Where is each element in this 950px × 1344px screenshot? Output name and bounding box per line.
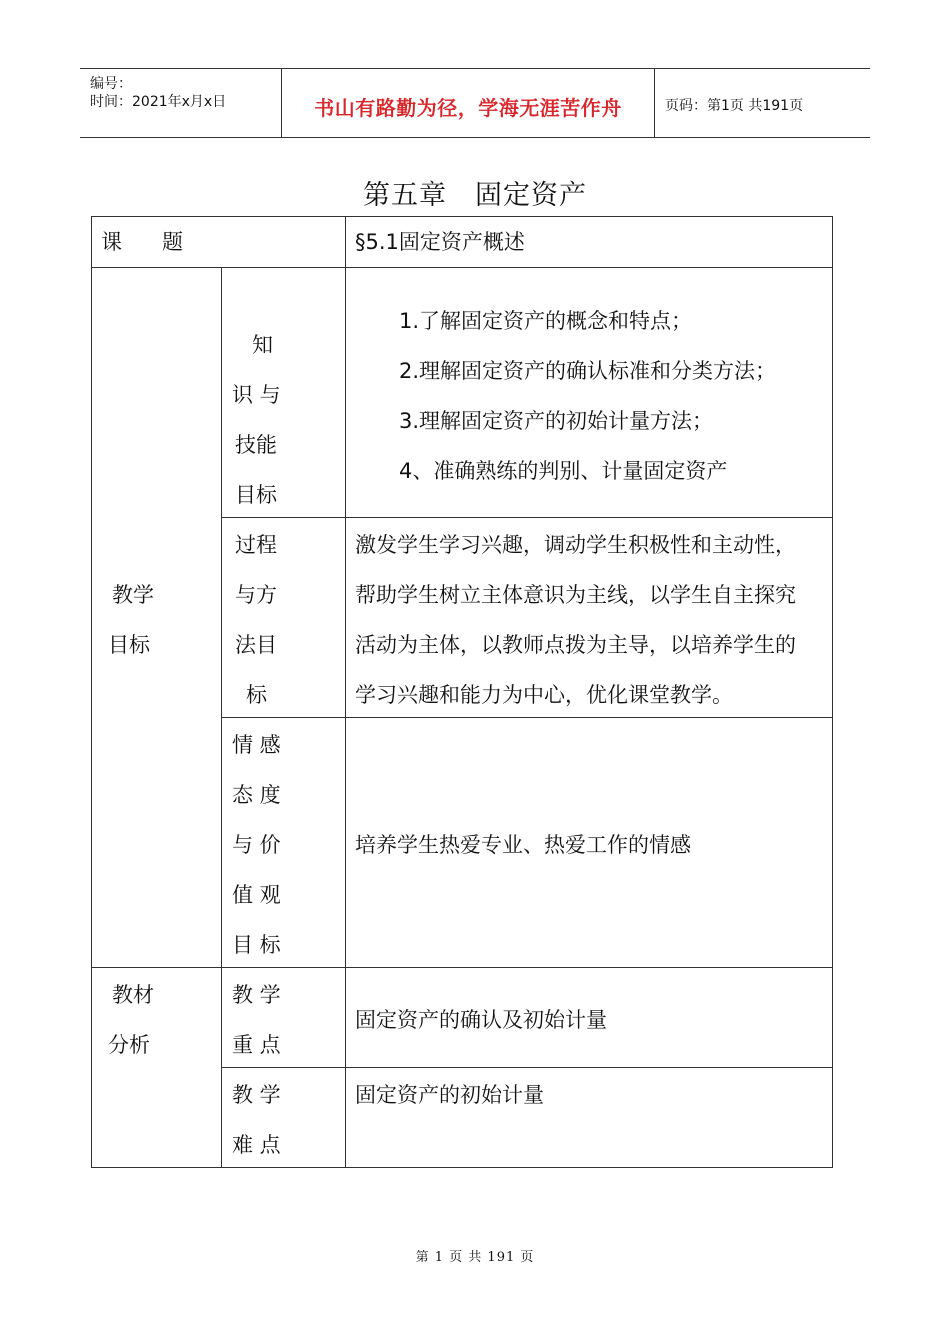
emotion-label-line-1: 情 感 [232,733,281,757]
process-content-cell [345,517,833,718]
process-line: 学习兴趣和能力为中心，优化课堂教学。 [355,683,733,707]
process-label-line-2: 与方 [235,583,277,607]
knowledge-label-line-2: 识 与 [232,383,281,407]
header-meta-cell [80,69,281,137]
key-content-cell [345,967,833,1068]
process-line: 帮助学生树立主体意识为主线，以学生自主探究 [355,583,796,607]
page-footer: 第 1 页 共 191 页 [415,1250,535,1265]
emotion-label-line-5: 目 标 [232,933,281,957]
teaching-goals-label-line-2: 目标 [108,633,150,657]
knowledge-label-line-3: 技能 [235,433,277,457]
key-value: 固定资产的确认及初始计量 [355,1008,607,1032]
process-label-cell [221,517,346,718]
key-label-line-1: 教 学 [232,983,281,1007]
emotion-label-line-4: 值 观 [232,883,281,907]
knowledge-item: 3.理解固定资产的初始计量方法； [399,409,714,433]
document-header [80,68,870,138]
page-info: 页码：第1页 共191页 [665,98,804,114]
topic-label-cell [91,216,346,268]
difficulty-label-line-2: 难 点 [232,1133,281,1157]
emotion-label-line-3: 与 价 [232,833,281,857]
emotion-label-line-2: 态 度 [232,783,281,807]
knowledge-item: 2.理解固定资产的确认标准和分类方法； [399,359,777,383]
topic-value-cell [345,216,833,268]
emotion-value: 培养学生热爱专业、热爱工作的情感 [355,833,691,857]
key-label-line-2: 重 点 [232,1033,281,1057]
emotion-content-cell [345,717,833,968]
emotion-label-cell [221,717,346,968]
chapter-number: 第五章 [363,180,447,211]
teaching-goals-label-cell [91,267,222,968]
process-label-line-1: 过程 [235,533,277,557]
motto-text: 书山有路勤为径，学海无涯苦作舟 [314,96,622,120]
knowledge-label-line-4: 目标 [235,483,277,507]
document-date-label: 时间：2021年x月x日 [90,94,227,110]
difficulty-label-cell [221,1067,346,1168]
knowledge-label-cell [221,267,346,518]
key-label-cell [221,967,346,1068]
difficulty-label-line-1: 教 学 [232,1083,281,1107]
process-label-line-3: 法目 [235,633,277,657]
chapter-title [0,173,950,212]
knowledge-label-line-1: 知 [252,333,273,357]
topic-value: §5.1固定资产概述 [355,230,525,254]
difficulty-content-cell [345,1067,833,1168]
header-page-cell [655,69,870,137]
header-motto-cell [281,69,655,137]
knowledge-item: 1.了解固定资产的概念和特点； [399,309,693,333]
topic-label: 课 题 [101,230,184,254]
material-label-line-1: 教材 [112,983,154,1007]
knowledge-content-cell [345,267,833,518]
teaching-goals-label-line-1: 教学 [112,583,154,607]
material-label-cell [91,967,222,1168]
process-line: 激发学生学习兴趣，调动学生积极性和主动性， [355,533,796,557]
difficulty-value: 固定资产的初始计量 [355,1083,544,1107]
chapter-name: 固定资产 [475,180,587,211]
knowledge-item: 4、准确熟练的判别、计量固定资产 [399,459,728,483]
process-line: 活动为主体，以教师点拨为主导，以培养学生的 [355,633,796,657]
document-number-label: 编号： [90,76,132,92]
material-label-line-2: 分析 [108,1033,150,1057]
process-label-line-4: 标 [246,683,267,707]
